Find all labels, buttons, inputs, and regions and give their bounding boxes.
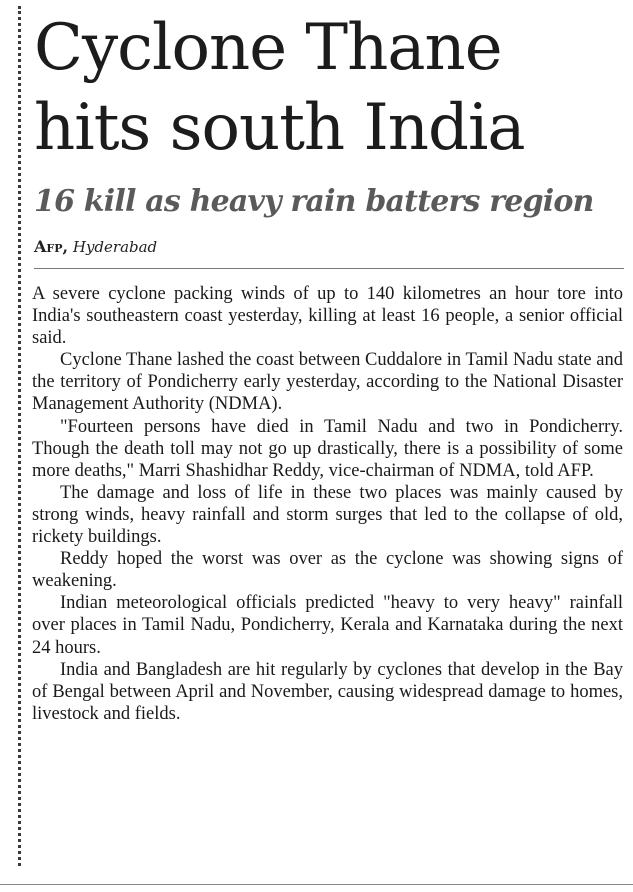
- article-paragraph-2: Cyclone Thane lashed the coast between Cuddalore in Tamil Nadu state and the territory of Pondicherry early yesterday, according to the National Disaster Management Authority (NDMA).: [32, 350, 623, 415]
- byline-location: Hyderabad: [72, 238, 158, 256]
- subheadline: 16 kill as heavy rain batters region: [34, 184, 594, 219]
- article-paragraph-1: A severe cyclone packing winds of up to 140 kilometres an hour tore into India's southeastern coast yesterday, killing at least 16 people, a senior official said.: [32, 284, 623, 349]
- byline-divider: [34, 268, 624, 269]
- headline-line-2: hits south India: [34, 91, 525, 165]
- headline-line-1: Cyclone Thane: [34, 11, 502, 85]
- dotted-cut-line: [18, 6, 21, 866]
- article-paragraph-4: The damage and loss of life in these two places was mainly caused by strong winds, heavy rainfall and storm surges that led to the collapse of old, rickety buildings.: [32, 482, 623, 548]
- headline: [34, 8, 630, 168]
- bottom-border: [0, 884, 633, 885]
- article-paragraph-3: "Fourteen persons have died in Tamil Nadu and two in Pondicherry. Though the death toll may not go up drastically, there is a possibility of some more deaths," Marri Shashidhar Reddy, vice-chairman of NDMA, told AFP.: [32, 416, 623, 481]
- article-paragraph-6: Indian meteorological officials predicted "heavy to very heavy" rainfall over places in Tamil Nadu, Pondicherry, Kerala and Karnataka during the next 24 hours.: [32, 593, 623, 658]
- byline-agency: Afp,: [34, 237, 69, 256]
- article-body: [32, 283, 623, 725]
- article-paragraph-7: India and Bangladesh are hit regularly by cyclones that develop in the Bay of Bengal between April and November, causing widespread damage to homes, livestock and fields.: [32, 659, 623, 724]
- byline: [34, 236, 157, 258]
- article-paragraph-5: Reddy hoped the worst was over as the cyclone was showing signs of weakening.: [32, 549, 623, 592]
